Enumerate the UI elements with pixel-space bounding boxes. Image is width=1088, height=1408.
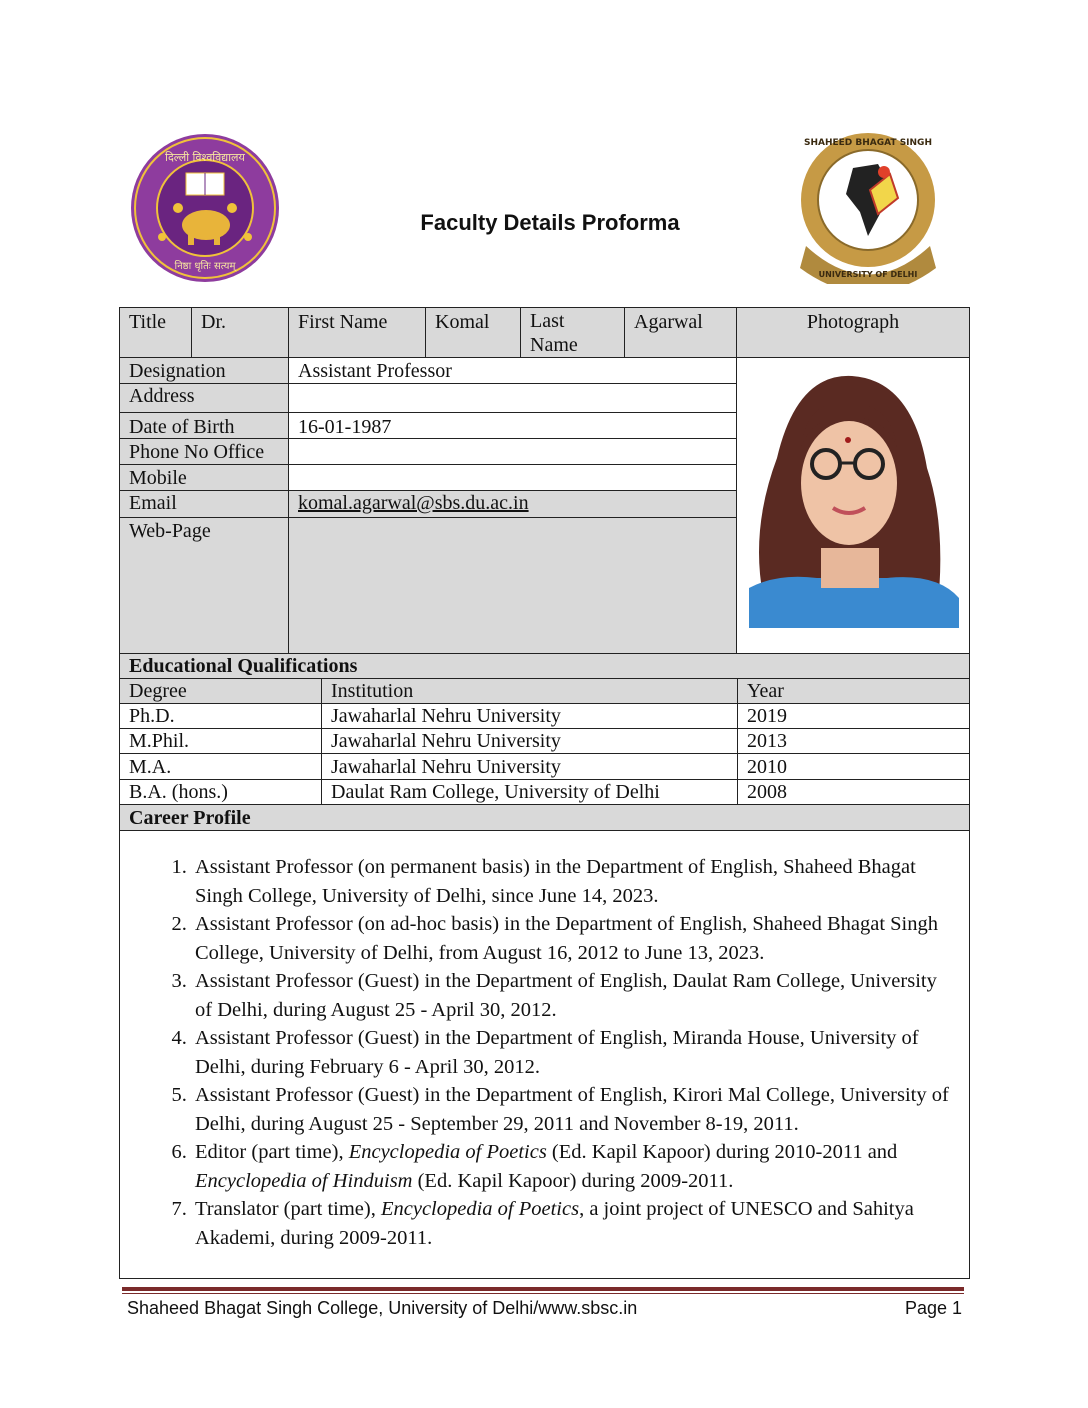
webpage-label-cell: Web-Page (119, 517, 289, 654)
year-cell: 2010 (737, 753, 970, 780)
svg-text:SHAHEED BHAGAT SINGH: SHAHEED BHAGAT SINGH (804, 138, 932, 148)
svg-text:UNIVERSITY OF DELHI: UNIVERSITY OF DELHI (818, 270, 918, 279)
institution-cell: Jawaharlal Nehru University (321, 753, 738, 780)
phone-value-cell (288, 438, 737, 465)
webpage-value-cell (288, 517, 737, 654)
career-item: 3. Assistant Professor (Guest) in the Department of English, Daulat Ram College, University of Delhi, during August 25 - April 30, 2012. (192, 967, 952, 1024)
mobile-label-cell: Mobile (119, 464, 289, 491)
last-name-label-cell: Last Name (520, 307, 625, 358)
dob-value-cell: 16-01-1987 (288, 412, 737, 439)
institution-cell: Daulat Ram College, University of Delhi (321, 779, 738, 805)
email-link[interactable]: komal.agarwal@sbs.du.ac.in (298, 492, 529, 514)
university-of-delhi-logo (128, 131, 282, 285)
title-label-cell: Title (119, 307, 192, 358)
education-heading: Educational Qualifications (119, 653, 970, 679)
career-list (120, 853, 952, 1252)
photograph-cell (736, 357, 970, 654)
footer-page-number: Page 1 (905, 1298, 963, 1318)
degree-cell: M.A. (119, 753, 322, 780)
year-cell: 2019 (737, 703, 970, 729)
last-name-value-cell: Agarwal (624, 307, 737, 358)
career-profile-box (119, 830, 970, 1279)
designation-label-cell: Designation (119, 357, 289, 384)
title-value-cell: Dr. (191, 307, 289, 358)
first-name-value-cell: Komal (425, 307, 521, 358)
institution-cell: Jawaharlal Nehru University (321, 703, 738, 729)
mobile-value-cell (288, 464, 737, 491)
career-item: 1. Assistant Professor (on permanent basis) in the Department of English, Shaheed Bhagat Singh College, University of Delhi, since June 14, 2023. (192, 853, 952, 910)
career-heading: Career Profile (119, 804, 970, 831)
svg-text:दिल्ली विश्वविद्यालय: दिल्ली विश्वविद्यालय (165, 151, 245, 164)
designation-value-cell: Assistant Professor (288, 357, 737, 384)
dob-label-cell: Date of Birth (119, 412, 289, 439)
career-item: 2. Assistant Professor (on ad-hoc basis) in the Department of English, Shaheed Bhagat Singh College, University of Delhi, from August 16, 2012 to June 13, 2023. (192, 910, 952, 967)
year-cell: 2008 (737, 779, 970, 805)
year-cell: 2013 (737, 728, 970, 754)
degree-cell: Ph.D. (119, 703, 322, 729)
phone-label-cell: Phone No Office (119, 438, 289, 465)
photograph-label-cell: Photograph (736, 307, 970, 358)
sbsc-college-logo (798, 128, 938, 284)
svg-text:निष्ठा धृतिः सत्यम्: निष्ठा धृतिः सत्यम् (174, 261, 236, 272)
footer-divider (122, 1287, 964, 1291)
career-item: 6. Editor (part time), Encyclopedia of Poetics (Ed. Kapil Kapoor) during 2010-2011 and Encyclopedia of Hinduism (Ed. Kapil Kapoor) during 2009-2011. (192, 1138, 952, 1195)
email-label-cell: Email (119, 490, 289, 518)
year-column-header: Year (737, 678, 970, 704)
degree-cell: B.A. (hons.) (119, 779, 322, 805)
degree-cell: M.Phil. (119, 728, 322, 754)
profile-photo (737, 358, 969, 653)
institution-column-header: Institution (321, 678, 738, 704)
degree-column-header: Degree (119, 678, 322, 704)
address-label-cell: Address (119, 383, 289, 413)
address-value-cell (288, 383, 737, 413)
footer-college-text: Shaheed Bhagat Singh College, University of Delhi/www.sbsc.in (127, 1298, 638, 1318)
institution-cell: Jawaharlal Nehru University (321, 728, 738, 754)
footer-divider-thin (122, 1293, 964, 1294)
email-value-cell (288, 490, 737, 518)
page-title: Faculty Details Proforma (420, 210, 680, 235)
career-item: 4. Assistant Professor (Guest) in the Department of English, Miranda House, University of Delhi, during February 6 - April 30, 2012. (192, 1024, 952, 1081)
first-name-label-cell: First Name (288, 307, 426, 358)
career-item: 5. Assistant Professor (Guest) in the Department of English, Kirori Mal College, University of Delhi, during August 25 - September 29, 2011 and November 8-19, 2011. (192, 1081, 952, 1138)
career-item: 7. Translator (part time), Encyclopedia of Poetics, a joint project of UNESCO and Sahitya Akademi, during 2009-2011. (192, 1195, 952, 1252)
